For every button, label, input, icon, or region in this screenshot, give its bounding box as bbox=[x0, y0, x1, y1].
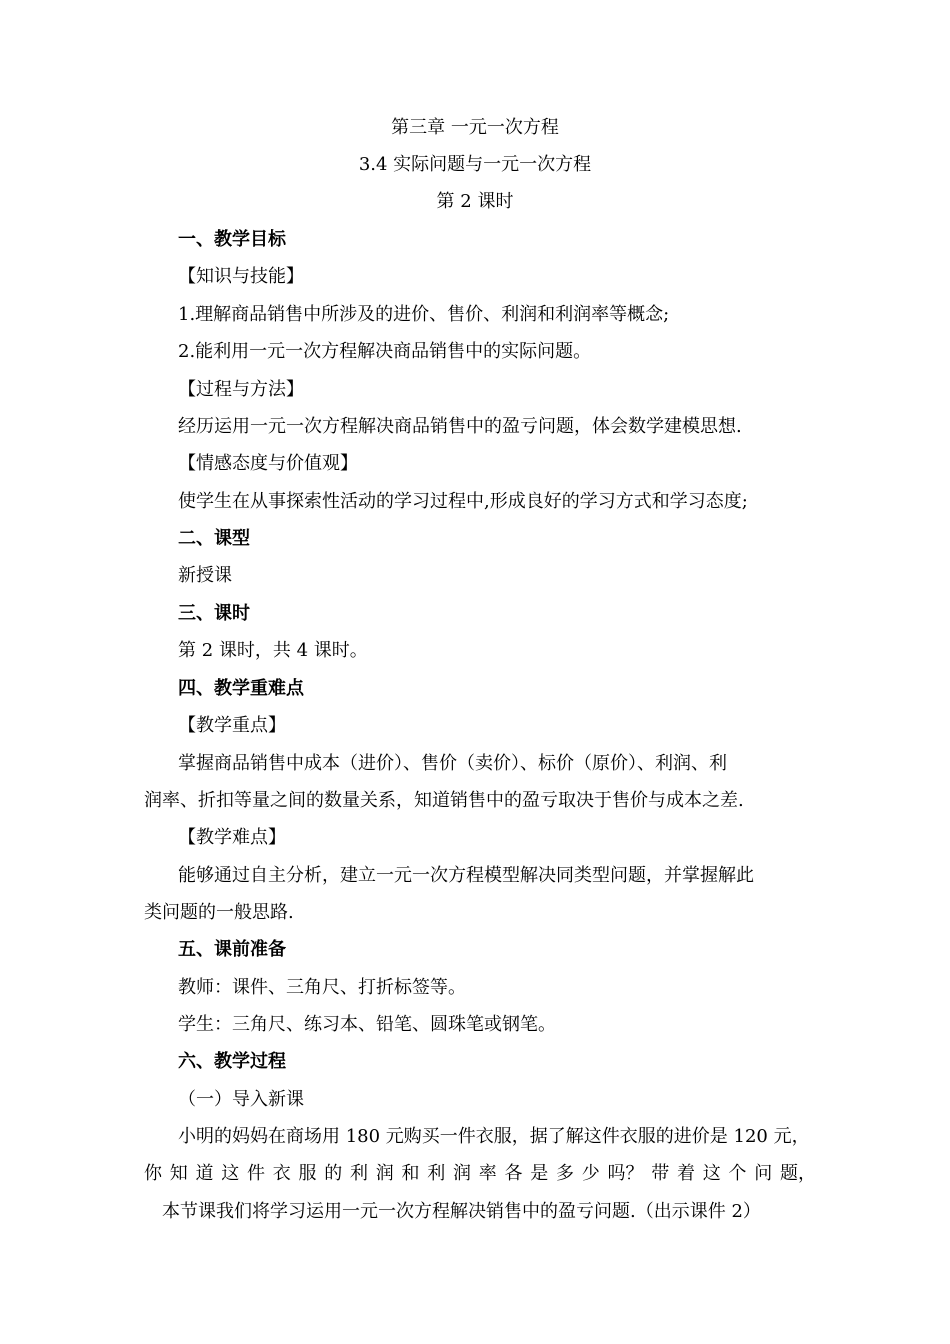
intro-line-2-char: 利 bbox=[350, 1163, 368, 1184]
intro-line-2-char: 润 bbox=[375, 1163, 394, 1184]
focus-line-1: 掌握商品销售中成本（进价）、售价（卖价）、标价（原价）、利润、利 bbox=[178, 753, 727, 774]
intro-line-2-char: 利 bbox=[427, 1163, 446, 1184]
prep-heading: 五、课前准备 bbox=[178, 939, 286, 960]
process-sub-heading: （一）导入新课 bbox=[178, 1089, 304, 1110]
lesson-title: 第 2 课时 bbox=[436, 191, 514, 212]
intro-line-2-char: 问 bbox=[754, 1163, 773, 1184]
intro-line-2-char: 件 bbox=[247, 1163, 265, 1184]
intro-line-2-char: 知 bbox=[169, 1163, 188, 1184]
intro-line-2-char: 题， bbox=[780, 1163, 816, 1184]
difficulty-line-2: 类问题的一般思路. bbox=[144, 902, 294, 923]
intro-line-2-char: 个 bbox=[728, 1163, 747, 1184]
goals-heading: 一、教学目标 bbox=[178, 229, 286, 250]
intro-line-2-char: 道 bbox=[195, 1163, 214, 1184]
emotion-text: 使学生在从事探索性活动的学习过程中,形成良好的学习方式和学习态度; bbox=[178, 491, 748, 512]
intro-line-2-char: 着 bbox=[677, 1163, 695, 1184]
section-title: 3.4 实际问题与一元一次方程 bbox=[358, 154, 592, 175]
hours-text: 第 2 课时，共 4 课时。 bbox=[178, 640, 368, 661]
intro-line-2-char: 这 bbox=[702, 1163, 721, 1184]
difficulty-label: 【教学难点】 bbox=[178, 827, 286, 848]
hours-heading: 三、课时 bbox=[178, 603, 250, 624]
prep-teacher: 教师：课件、三角尺、打折标签等。 bbox=[178, 977, 466, 998]
intro-line-2-char: 衣 bbox=[272, 1163, 291, 1184]
knowledge-item-2: 2.能利用一元一次方程解决商品销售中的实际问题。 bbox=[178, 341, 592, 362]
intro-line-2-char: 的 bbox=[324, 1163, 343, 1184]
focus-label: 【教学重点】 bbox=[178, 715, 286, 736]
prep-student: 学生：三角尺、练习本、铅笔、圆珠笔或钢笔。 bbox=[178, 1014, 556, 1035]
intro-line-2-char: 带 bbox=[651, 1163, 670, 1184]
intro-line-2-char: 润 bbox=[453, 1163, 471, 1184]
intro-line-2-char: 服 bbox=[298, 1163, 317, 1184]
difficulty-line-1: 能够通过自主分析，建立一元一次方程模型解决同类型问题，并掌握解此 bbox=[178, 865, 754, 886]
key-points-heading: 四、教学重难点 bbox=[178, 678, 304, 699]
intro-line-2 bbox=[144, 1161, 816, 1187]
knowledge-item-1: 1.理解商品销售中所涉及的进价、售价、利润和利润率等概念; bbox=[178, 304, 670, 325]
intro-line-3: 本节课我们将学习运用一元一次方程解决销售中的盈亏问题.（出示课件 2） bbox=[162, 1201, 761, 1222]
process-label: 【过程与方法】 bbox=[178, 379, 304, 400]
focus-line-2: 润率、折扣等量之间的数量关系，知道销售中的盈亏取决于售价与成本之差. bbox=[144, 790, 744, 811]
chapter-title: 第三章 一元一次方程 bbox=[391, 117, 559, 138]
intro-line-2-char: 吗？ bbox=[607, 1163, 644, 1184]
emotion-label: 【情感态度与价值观】 bbox=[178, 453, 358, 474]
intro-line-2-char: 是 bbox=[530, 1163, 549, 1184]
process-text: 经历运用一元一次方程解决商品销售中的盈亏问题，体会数学建模思想. bbox=[178, 416, 742, 437]
intro-line-2-char: 你 bbox=[144, 1163, 162, 1184]
type-heading: 二、课型 bbox=[178, 528, 250, 549]
type-text: 新授课 bbox=[178, 565, 232, 586]
intro-line-2-char: 各 bbox=[504, 1163, 523, 1184]
knowledge-label: 【知识与技能】 bbox=[178, 266, 304, 287]
intro-line-2-char: 少 bbox=[581, 1163, 600, 1184]
intro-line-2-char: 多 bbox=[556, 1163, 574, 1184]
process-heading: 六、教学过程 bbox=[178, 1051, 286, 1072]
intro-line-2-char: 和 bbox=[401, 1163, 420, 1184]
intro-line-1: 小明的妈妈在商场用 180 元购买一件衣服，据了解这件衣服的进价是 120 元， bbox=[178, 1126, 810, 1147]
intro-line-2-char: 这 bbox=[221, 1163, 240, 1184]
intro-line-2-char: 率 bbox=[478, 1163, 497, 1184]
